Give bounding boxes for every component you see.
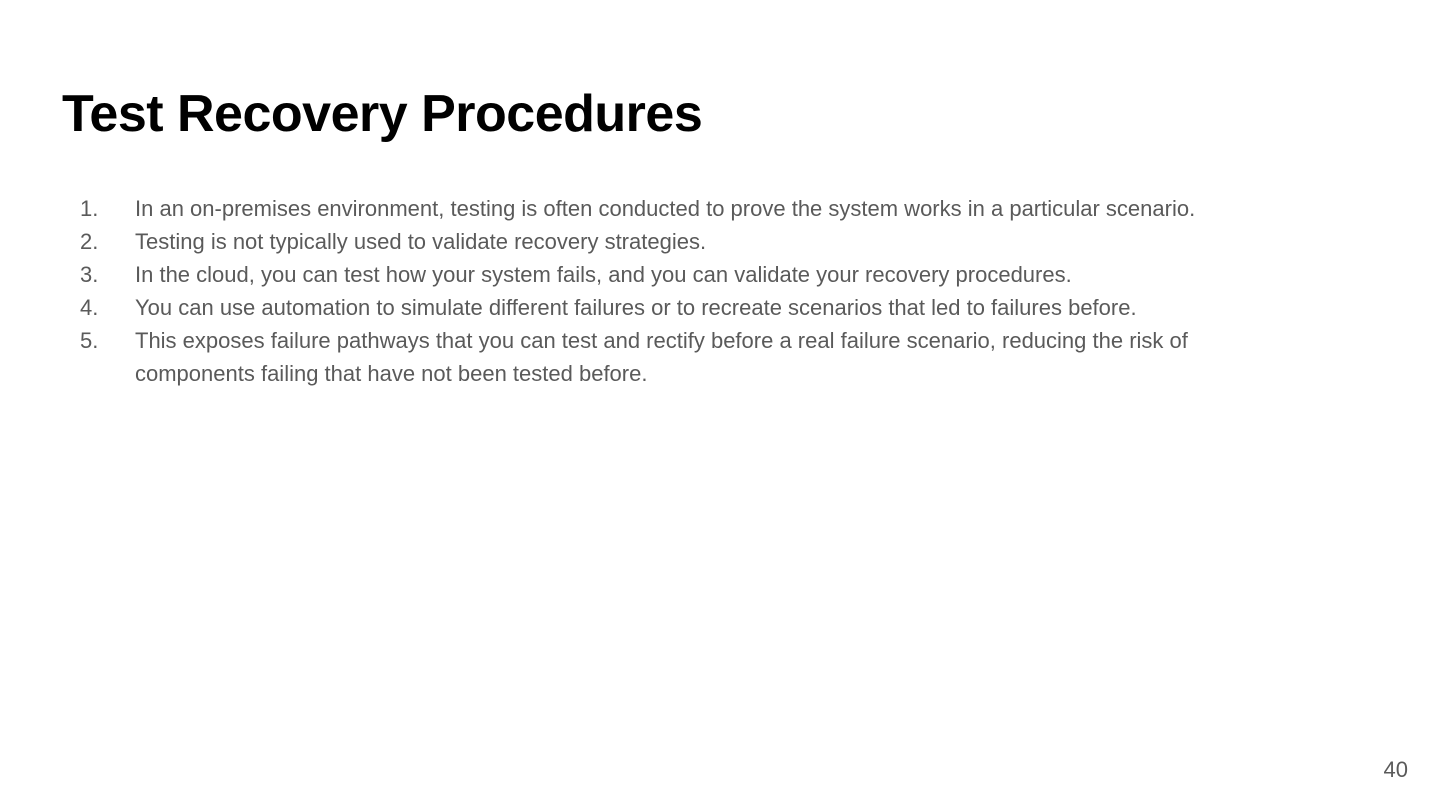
list-item: [80, 291, 1310, 324]
list-item-text: This exposes failure pathways that you can test and rectify before a real failure scenario, reducing the risk of components failing that have not been tested before.: [135, 328, 1188, 386]
list-item-number: 5.: [80, 328, 99, 353]
list-item: [80, 258, 1310, 291]
list-item-text: In the cloud, you can test how your system fails, and you can validate your recovery procedures.: [135, 262, 1072, 287]
list-item-text: In an on-premises environment, testing is often conducted to prove the system works in a particular scenario.: [135, 196, 1196, 221]
list-item-text: Testing is not typically used to validate recovery strategies.: [135, 229, 707, 254]
list-item-text: You can use automation to simulate different failures or to recreate scenarios that led to failures before.: [135, 295, 1137, 320]
list-item-number: 4.: [80, 295, 99, 320]
list-item-number: 1.: [80, 196, 99, 221]
list-item-number: 2.: [80, 229, 99, 254]
list-item: [80, 225, 1310, 258]
slide-title: Test Recovery Procedures: [62, 85, 703, 143]
list-item: [80, 192, 1310, 225]
list-item: [80, 324, 1310, 390]
list-item-number: 3.: [80, 262, 99, 287]
page-number: 40: [1383, 757, 1408, 782]
numbered-list: [80, 192, 1310, 390]
